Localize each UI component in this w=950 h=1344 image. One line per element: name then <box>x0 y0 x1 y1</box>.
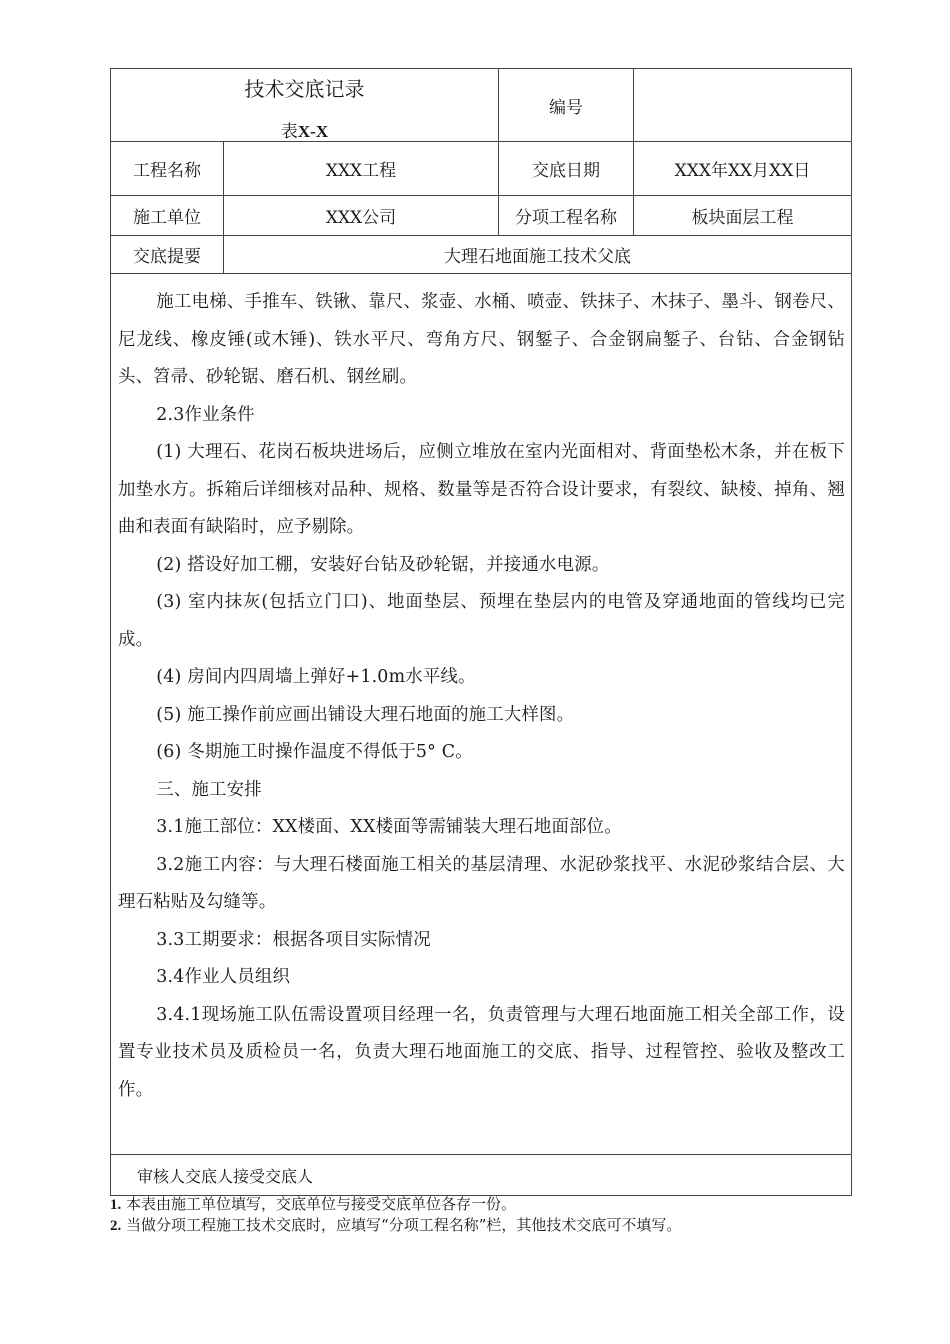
content-paragraph: (2) 搭设好加工棚，安装好台钻及砂轮锯，并接通水电源。 <box>156 554 610 575</box>
content-paragraph: 3.4作业人员组织 <box>156 967 291 987</box>
summary-value: 大理石地面施工技术父底 <box>224 236 852 274</box>
contractor-value: XXX公司 <box>224 196 499 236</box>
sub-project-value: 板块面层工程 <box>634 196 852 236</box>
sub-project-label: 分项工程名称 <box>499 196 634 236</box>
disclosure-content-cell <box>111 274 852 1155</box>
content-paragraph: 3.1施工部位：XX楼面、XX楼面等需铺装大理石地面部位。 <box>156 817 622 837</box>
date-label: 交底日期 <box>499 142 634 196</box>
content-paragraph: (3) 室内抹灰(包括立门口)、地面垫层、预埋在垫层内的电管及穿通地面的管线均已完成。 <box>118 592 845 650</box>
technical-disclosure-form <box>110 68 852 1196</box>
form-title: 技术交底记录 <box>244 77 365 101</box>
summary-label: 交底提要 <box>111 236 224 274</box>
footnote: 2. 当做分项工程施工技术交底时，应填写“分项工程名称”栏，其他技术交底可不填写。 <box>110 1216 682 1234</box>
content-heading: 三、施工安排 <box>156 779 262 800</box>
disclosure-content <box>111 274 851 1109</box>
content-paragraph: 施工电梯、手推车、铁锹、靠尺、浆壶、水桶、喷壶、铁抹子、木抹子、墨斗、钢卷尺、尼龙线、橡皮锤(或木锤)、铁水平尺、弯角方尺、钢錾子、合金钢扁錾子、台钻、合金钢钻头、笤帚、砂轮锯、磨石机、钢丝刷。 <box>118 292 845 387</box>
content-paragraph: 3.4.1现场施工队伍需设置项目经理一名，负责管理与大理石地面施工相关全部工作，设置专业技术员及质检员一名，负责大理石地面施工的交底、指导、过程管控、验收及整改工作。 <box>118 1004 845 1100</box>
contractor-label: 施工单位 <box>111 196 224 236</box>
footnotes <box>110 1194 681 1236</box>
date-value: XXX年XX月XX日 <box>634 142 852 196</box>
content-paragraph: 3.3工期要求：根据各项目实际情况 <box>156 929 431 950</box>
number-label: 编号 <box>499 69 634 142</box>
number-value <box>634 69 852 142</box>
project-name-label: 工程名称 <box>111 142 224 196</box>
project-name-value: XXX工程 <box>224 142 499 196</box>
content-paragraph: (4) 房间内四周墙上弹好+1.0m水平线。 <box>156 667 476 687</box>
content-paragraph: (1) 大理石、花岗石板块进场后，应侧立堆放在室内光面相对、背面垫松木条，并在板下加垫水方。拆箱后详细核对品种、规格、数量等是否符合设计要求，有裂纹、缺棱、掉角、翘曲和表面有缺陷时，应予剔除。 <box>118 442 845 537</box>
signature-row: 审核人交底人接受交底人 <box>111 1155 852 1196</box>
form-number: 表X-X <box>280 122 329 142</box>
content-paragraph: 3.2施工内容：与大理石楼面施工相关的基层清理、水泥砂浆找平、水泥砂浆结合层、大理石粘贴及勾缝等。 <box>118 854 845 912</box>
content-paragraph: 2.3作业条件 <box>156 404 255 425</box>
content-paragraph: (6) 冬期施工时操作温度不得低于5° C。 <box>156 742 473 762</box>
content-paragraph: (5) 施工操作前应画出铺设大理石地面的施工大样图。 <box>156 704 575 725</box>
footnote: 1. 本表由施工单位填写，交底单位与接受交底单位各存一份。 <box>110 1195 517 1213</box>
title-cell <box>111 69 499 142</box>
